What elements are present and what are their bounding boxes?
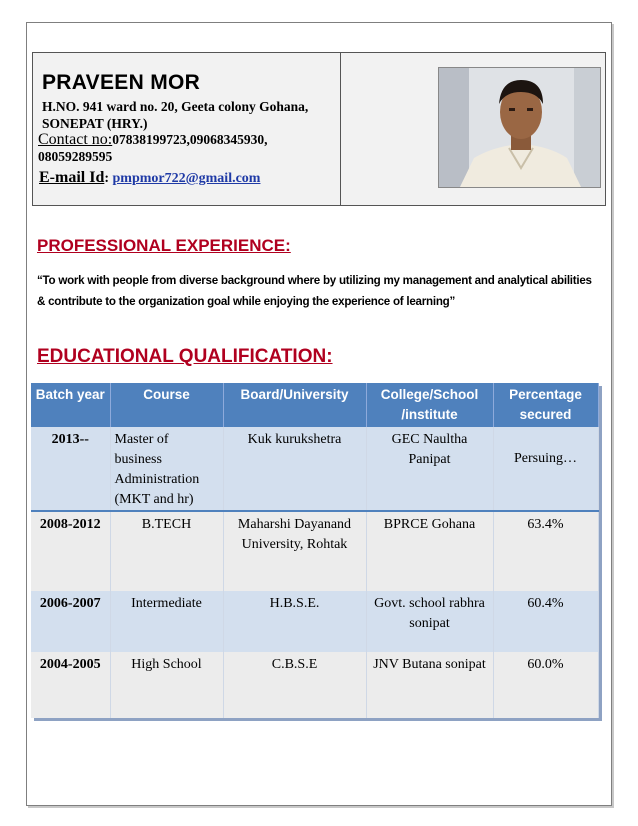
email-link[interactable]: pmpmor722@gmail.com bbox=[112, 171, 261, 186]
cell-percent: 60.0% bbox=[493, 652, 598, 718]
contact-value-2: 08059289595 bbox=[38, 149, 113, 164]
contact-numbers bbox=[38, 131, 338, 165]
cell-percent: Persuing… bbox=[493, 427, 598, 511]
table-row bbox=[31, 652, 598, 718]
cell-college: BPRCE Gohana bbox=[366, 511, 493, 591]
address-line-2: SONEPAT (HRY.) bbox=[42, 116, 148, 131]
person-photo-icon bbox=[439, 68, 601, 188]
table-row bbox=[31, 427, 598, 511]
contact-label: Contact no: bbox=[38, 131, 113, 148]
email bbox=[39, 169, 260, 187]
objective-text: “To work with people from diverse background where by utilizing my management and analytical abilities & contribute to the organization goal while enjoying the experience of learning” bbox=[37, 274, 592, 308]
table-row bbox=[31, 591, 598, 652]
address bbox=[42, 98, 338, 132]
contact-block bbox=[33, 53, 341, 205]
contact-value: 07838199723,09068345930, bbox=[112, 132, 268, 147]
cell-batch: 2006-2007 bbox=[31, 591, 110, 652]
header-percentage: Percentage secured bbox=[493, 383, 598, 427]
cell-batch: 2013-- bbox=[31, 427, 110, 511]
cell-board: H.B.S.E. bbox=[223, 591, 366, 652]
cell-batch: 2004-2005 bbox=[31, 652, 110, 718]
resume-header bbox=[32, 52, 606, 206]
cell-college: JNV Butana sonipat bbox=[366, 652, 493, 718]
cell-board: Kuk kurukshetra bbox=[223, 427, 366, 511]
experience-title: PROFESSIONAL EXPERIENCE: bbox=[37, 236, 291, 255]
education-table bbox=[31, 383, 599, 718]
header-college-school: College/School /institute bbox=[366, 383, 493, 427]
education-title: EDUCATIONAL QUALIFICATION: bbox=[37, 346, 333, 367]
email-separator: : bbox=[104, 171, 110, 186]
header-batch-year: Batch year bbox=[31, 383, 110, 427]
cell-course: Intermediate bbox=[110, 591, 223, 652]
cell-board: C.B.S.E bbox=[223, 652, 366, 718]
cell-college: GEC Naultha Panipat bbox=[366, 427, 493, 511]
header-board-university: Board/University bbox=[223, 383, 366, 427]
table-header-row bbox=[31, 383, 598, 427]
cell-batch: 2008-2012 bbox=[31, 511, 110, 591]
cell-college: Govt. school rabhra sonipat bbox=[366, 591, 493, 652]
cell-percent: 63.4% bbox=[493, 511, 598, 591]
cell-course: High School bbox=[110, 652, 223, 718]
cell-percent: 60.4% bbox=[493, 591, 598, 652]
profile-photo bbox=[438, 67, 601, 188]
cell-course: B.TECH bbox=[110, 511, 223, 591]
candidate-name: PRAVEEN MOR bbox=[42, 71, 201, 94]
address-line-1: H.NO. 941 ward no. 20, Geeta colony Gohana, bbox=[42, 99, 309, 114]
cell-board: Maharshi Dayanand University, Rohtak bbox=[223, 511, 366, 591]
email-label: E-mail Id bbox=[39, 169, 105, 186]
cell-course: Master of business Administration (MKT and hr) bbox=[110, 427, 223, 511]
header-course: Course bbox=[110, 383, 223, 427]
table-row bbox=[31, 511, 598, 591]
